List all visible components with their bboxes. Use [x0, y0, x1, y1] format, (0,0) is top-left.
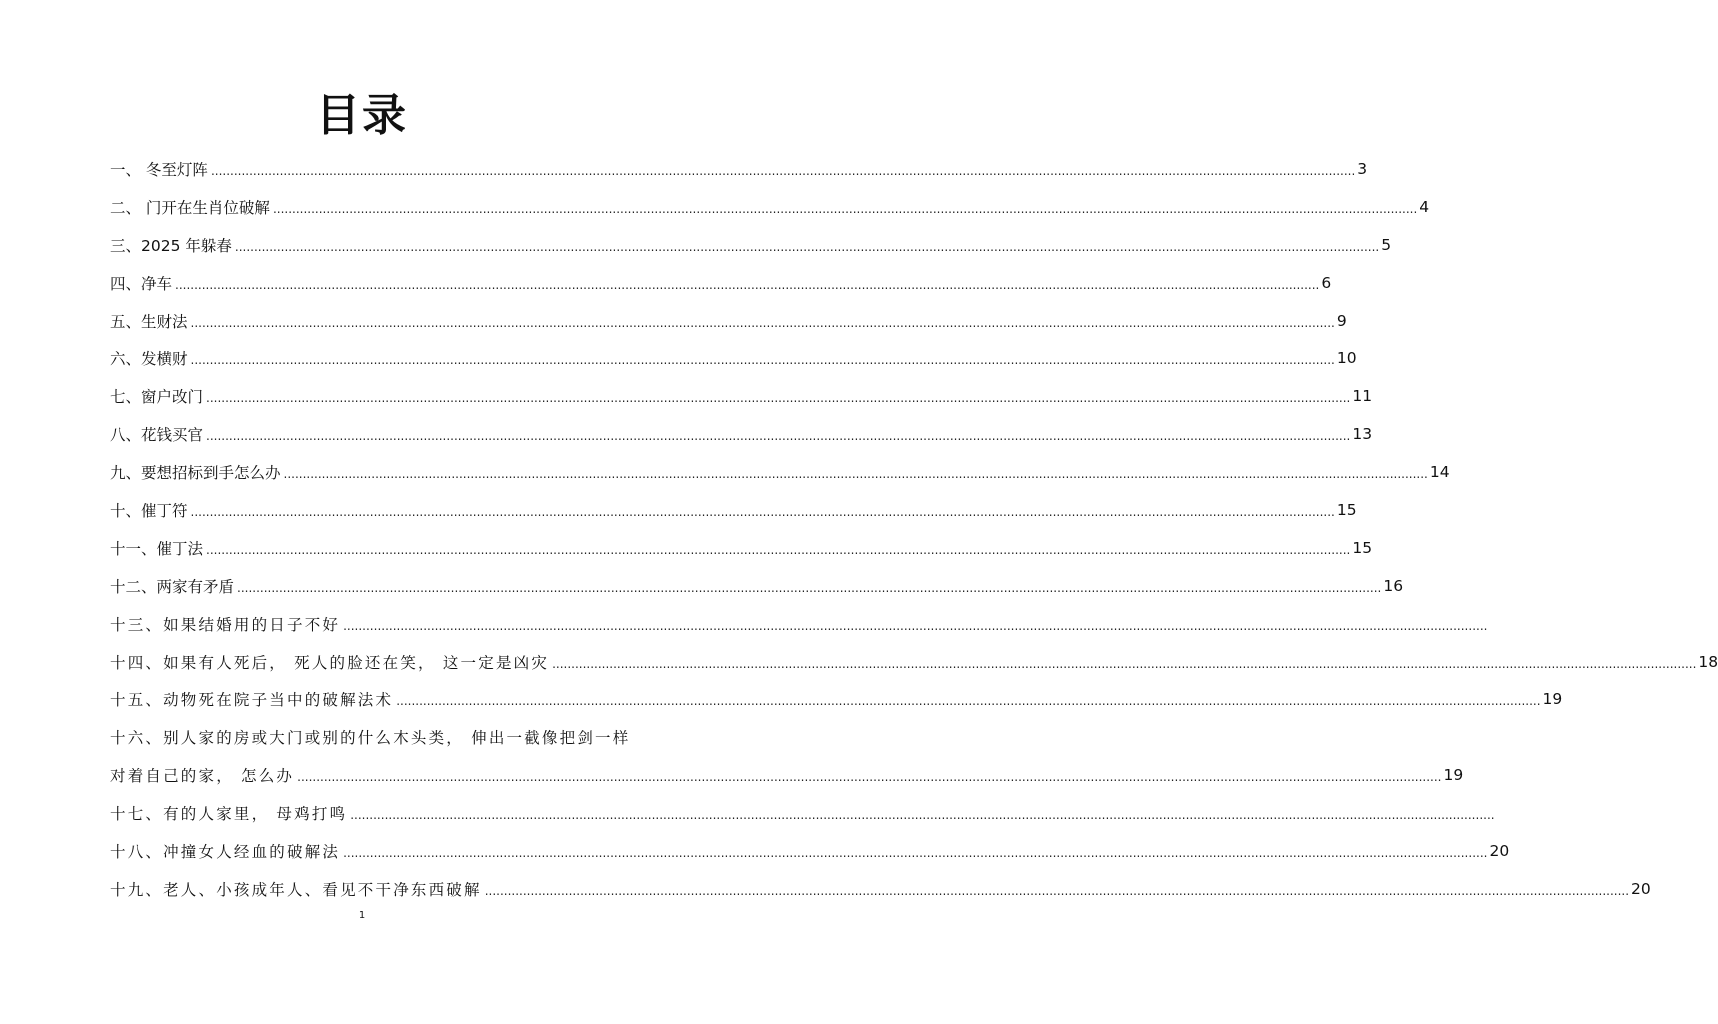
page-number: 1: [358, 910, 366, 921]
toc-entry[interactable]: [110, 643, 1718, 681]
toc-entry[interactable]: [110, 718, 631, 756]
toc-leader-dots: ............................................................................................................................................................................................................................................................................................................: [552, 656, 1697, 671]
toc-entry[interactable]: [110, 415, 1373, 453]
table-of-contents: [110, 150, 1718, 908]
toc-entry-label: 十八、冲撞女人经血的破解法: [110, 842, 341, 861]
toc-leader-dots: ............................................................................................................................................................................................................................................................................................................: [343, 845, 1488, 860]
toc-entry-label: 七、窗户改门: [110, 388, 204, 407]
toc-entry[interactable]: [110, 188, 1430, 226]
toc-entry-page: 18: [1698, 652, 1718, 671]
toc-entry-page: 15: [1352, 538, 1373, 557]
toc-entry-label: 一、 冬至灯阵: [110, 160, 208, 179]
toc-entry-page: 20: [1631, 879, 1651, 898]
toc-entry[interactable]: [110, 302, 1347, 340]
toc-entry-page: 3: [1357, 159, 1368, 178]
toc-entry-page: 14: [1429, 463, 1450, 482]
toc-entry[interactable]: [110, 529, 1373, 567]
toc-entry-label: 九、要想招标到手怎么办: [110, 464, 281, 483]
toc-leader-dots: ............................................................................................................................................................................................................................................................................................................: [190, 353, 1335, 368]
toc-entry[interactable]: [110, 226, 1392, 264]
toc-leader-dots: ............................................................................................................................................................................................................................................................................................................: [206, 391, 1351, 406]
toc-entry-page: 5: [1381, 235, 1392, 254]
toc-entry[interactable]: [110, 794, 1495, 832]
toc-entry-label: 十三、如果结婚用的日子不好: [110, 615, 341, 634]
toc-leader-dots: ............................................................................................................................................................................................................................................................................................................: [206, 429, 1351, 444]
toc-entry-label: 十四、如果有人死后， 死人的脸还在笑， 这一定是凶灾: [110, 653, 550, 672]
toc-leader-dots: ............................................................................................................................................................................................................................................................................................................: [396, 694, 1541, 709]
toc-leader-dots: ............................................................................................................................................................................................................................................................................................................: [206, 542, 1351, 557]
toc-leader-dots: ............................................................................................................................................................................................................................................................................................................: [237, 580, 1382, 595]
toc-leader-dots: ............................................................................................................................................................................................................................................................................................................: [484, 883, 1630, 898]
toc-leader-dots: ............................................................................................................................................................................................................................................................................................................: [297, 770, 1442, 785]
toc-leader-dots: ............................................................................................................................................................................................................................................................................................................: [234, 239, 1380, 254]
toc-entry[interactable]: [110, 150, 1368, 188]
toc-entry-page: 9: [1336, 311, 1347, 330]
toc-entry-label: 十、催丁符: [110, 501, 188, 520]
toc-entry-label: 对着自己的家， 怎么办: [110, 767, 295, 786]
toc-entry-label: 六、发横财: [110, 350, 188, 369]
toc-entry-label: 十五、动物死在院子当中的破解法术: [110, 691, 394, 710]
toc-entry-page: 19: [1542, 690, 1563, 709]
toc-entry-label: 二、 门开在生肖位破解: [110, 198, 270, 217]
toc-entry-page: 11: [1352, 387, 1373, 406]
toc-leader-dots: ............................................................................................................................................................................................................................................................................................................: [272, 201, 1418, 216]
toc-entry-continuation[interactable]: [110, 756, 1464, 794]
toc-leader-dots: ............................................................................................................................................................................................................................................................................................................: [190, 315, 1335, 330]
toc-entry[interactable]: [110, 605, 1488, 643]
toc-entry-page: 4: [1419, 197, 1430, 216]
toc-entry-page: 16: [1383, 576, 1404, 595]
toc-entry-page: 6: [1321, 273, 1332, 292]
toc-entry[interactable]: [110, 567, 1404, 605]
toc-entry-label: 三、2025 年躲春: [110, 236, 232, 255]
toc-leader-dots: ............................................................................................................................................................................................................................................................................................................: [190, 504, 1335, 519]
toc-entry-label: 十一、催丁法: [110, 539, 204, 558]
toc-entry[interactable]: [110, 491, 1357, 529]
toc-entry-label: 十六、别人家的房或大门或别的什么木头类， 伸出一截像把剑一样: [110, 729, 631, 748]
toc-leader-dots: ............................................................................................................................................................................................................................................................................................................: [210, 163, 1356, 178]
toc-leader-dots: ............................................................................................................................................................................................................................................................................................................: [283, 467, 1428, 482]
toc-title: 目录: [316, 90, 408, 141]
toc-entry[interactable]: [110, 377, 1373, 415]
toc-entry[interactable]: [110, 453, 1450, 491]
toc-leader-dots: ............................................................................................................................................................................................................................................................................................................: [350, 808, 1495, 823]
toc-entry-page: 20: [1489, 841, 1510, 860]
toc-entry-label: 十九、老人、小孩成年人、看见不干净东西破解: [110, 880, 482, 899]
toc-entry[interactable]: [110, 680, 1563, 718]
toc-entry-page: 13: [1352, 425, 1373, 444]
toc-leader-dots: ............................................................................................................................................................................................................................................................................................................: [343, 618, 1488, 633]
toc-entry-label: 五、生财法: [110, 312, 188, 331]
toc-entry-label: 八、花钱买官: [110, 426, 204, 445]
toc-entry[interactable]: [110, 264, 1332, 302]
toc-leader-dots: ............................................................................................................................................................................................................................................................................................................: [175, 277, 1320, 292]
toc-entry-label: 四、净车: [110, 274, 173, 293]
toc-entry-label: 十七、有的人家里， 母鸡打鸣: [110, 805, 348, 824]
toc-entry-page: 19: [1443, 766, 1464, 785]
toc-entry-label: 十二、两家有矛盾: [110, 577, 235, 596]
toc-entry[interactable]: [110, 339, 1357, 377]
toc-entry[interactable]: [110, 832, 1510, 870]
toc-entry[interactable]: [110, 870, 1651, 908]
toc-entry-page: 10: [1336, 349, 1357, 368]
toc-entry-page: 15: [1336, 500, 1357, 519]
